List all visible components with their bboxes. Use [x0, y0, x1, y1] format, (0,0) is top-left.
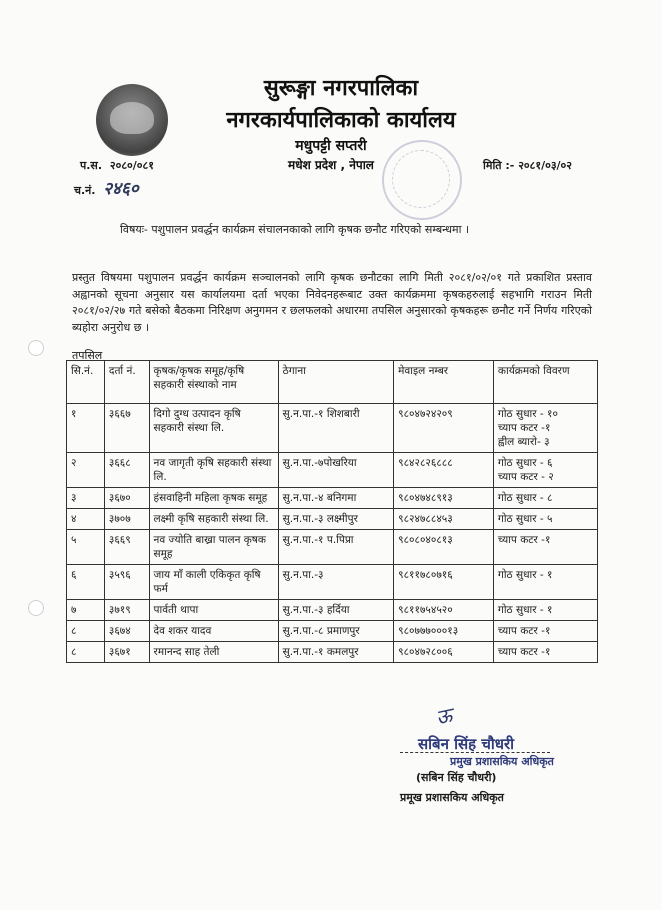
signature-stamp-name: सबिन सिंह चौधरी: [418, 735, 515, 753]
program-item: च्याप कटर -१: [497, 534, 551, 546]
letter-date: [483, 158, 572, 173]
table-header-row: [67, 361, 598, 404]
municipality-name: सुरूङ्गा नगरपालिका: [263, 76, 419, 101]
cell-sn: २: [67, 453, 105, 488]
cell-name: लक्ष्मी कृषि सहकारी संस्था लि.: [149, 509, 278, 530]
cell-address: सु.न.पा.-८ प्रमाणपुर: [278, 621, 393, 642]
cell-mobile: ९८४२८२६८८८: [394, 453, 494, 488]
cell-address: सु.न.पा.-३ लक्ष्मीपुर: [278, 509, 393, 530]
cell-program: [493, 488, 597, 509]
punch-hole: [28, 600, 44, 616]
cell-sn: ८: [67, 621, 105, 642]
program-item: गोठ सुधार - ६: [497, 457, 553, 469]
program-item: गोठ सुधार - ८: [497, 492, 553, 504]
table-row: [67, 509, 598, 530]
signatory-name: (सबिन सिंह चौधरी): [416, 771, 497, 784]
program-item: च्याप कटर -१: [497, 422, 551, 434]
cell-address: सु.न.पा.-३ हर्दिया: [278, 600, 393, 621]
table-row: [67, 404, 598, 453]
cell-program: [493, 642, 597, 663]
cell-sn: ५: [67, 530, 105, 565]
cell-name: जाय माँ काली एकिकृत कृषि फर्म: [149, 565, 278, 600]
reference-value: २०८०/०८१: [109, 159, 154, 172]
cell-mobile: ९८०८०४०८१३: [394, 530, 494, 565]
table-row: [67, 453, 598, 488]
cell-sn: ७: [67, 600, 105, 621]
cell-program: [493, 600, 597, 621]
cell-mobile: ९८०४७२८००६: [394, 642, 494, 663]
office-name: नगरकार्यपालिकाको कार्यालय: [226, 108, 456, 133]
dispatch-label: च.नं.: [74, 184, 96, 197]
reference-label: प.स.: [80, 159, 103, 172]
table-row: [67, 488, 598, 509]
program-item: च्याप कटर -१: [497, 646, 551, 658]
cell-reg: ३७०७: [104, 509, 149, 530]
program-item: गोठ सुधार - १: [497, 604, 553, 616]
office-province: मधेश प्रदेश , नेपाल: [288, 158, 374, 172]
cell-name: नव जागृती कृषि सहकारी संस्था लि.: [149, 453, 278, 488]
office-location: मधुपट्टी सप्तरी: [295, 138, 367, 154]
header-name: कृषक/कृषक समूह/कृषि सहकारी संस्थाको नाम: [149, 361, 278, 404]
cell-program: [493, 453, 597, 488]
cell-program: [493, 621, 597, 642]
cell-reg: ३६६९: [104, 530, 149, 565]
letter-body: प्रस्तुत विषयमा पशुपालन प्रवर्द्धन कार्यक्रम सञ्चालनको लागि कृषक छनौटका लागि मिती २०८१/०२/०१ गते प्रकाशित प्रस्ताव अह्वानको सूचना अनुसार यस कार्यालयमा दर्ता भएका निवेदनहरूबाट उक्त कार्यक्रममा कृषकहरुलाई सहभागि गराउन मिती २०८१/०२/२७ गते बसेको बैठकमा निरिक्षण अनुगमन र छलफलको अधारमा तपसिल अनुसारको कृषकहरू छनौट गर्ने निर्णय गरिएको ब्यहोरा अनुरोध छ ।: [72, 271, 592, 334]
table-row: [67, 565, 598, 600]
cell-address: सु.न.पा.-१ प.पिप्रा: [278, 530, 393, 565]
cell-address: सु.न.पा.-१ शिशबारी: [278, 404, 393, 453]
header-address: ठेगाना: [278, 361, 393, 404]
program-item: ह्वील ब्यारो- ३: [497, 436, 550, 448]
signatory-title: प्रमूख प्रशासकिय अधिकृत: [400, 791, 504, 804]
cell-mobile: ९८०७७७०००१३: [394, 621, 494, 642]
cell-name: हंसवाहिनी महिला कृषक समूह: [149, 488, 278, 509]
letter-subject: विषयः- पशुपालन प्रवर्द्धन कार्यक्रम संचालनकाको लागि कृषक छनौट गरिएको सम्बन्धमा ।: [120, 223, 470, 236]
cell-sn: ८: [67, 642, 105, 663]
cell-sn: ६: [67, 565, 105, 600]
dispatch-number: [74, 176, 139, 199]
table-row: [67, 530, 598, 565]
program-item: गोठ सुधार - १: [497, 569, 553, 581]
cell-reg: ३५९६: [104, 565, 149, 600]
cell-mobile: ९८०४७४८९१३: [394, 488, 494, 509]
cell-sn: ३: [67, 488, 105, 509]
cell-reg: ३६६८: [104, 453, 149, 488]
punch-hole: [28, 340, 44, 356]
signature-scribble: ऊ: [433, 702, 455, 730]
cell-name: रमानन्द साह तेली: [149, 642, 278, 663]
program-item: गोठ सुधार - १०: [497, 408, 558, 420]
date-label: मिति :-: [483, 159, 515, 172]
cell-reg: ३७१९: [104, 600, 149, 621]
cell-sn: ४: [67, 509, 105, 530]
program-item: च्याप कटर - २: [497, 471, 554, 483]
program-item: गोठ सुधार - ५: [497, 513, 553, 525]
cell-name: नव ज्योति बाख्रा पालन कृषक समूह: [149, 530, 278, 565]
cell-reg: ३६७०: [104, 488, 149, 509]
cell-address: सु.न.पा.-७पोखरिया: [278, 453, 393, 488]
office-stamp-icon: [382, 140, 462, 220]
program-item: च्याप कटर -१: [497, 625, 551, 637]
cell-mobile: ९८०४७२४२०९: [394, 404, 494, 453]
header-sn: सि.नं.: [67, 361, 105, 404]
cell-sn: १: [67, 404, 105, 453]
table-row: [67, 642, 598, 663]
cell-name: पार्वती थापा: [149, 600, 278, 621]
cell-name: दिगो दुग्ध उत्पादन कृषि सहकारी संस्था लि.: [149, 404, 278, 453]
cell-reg: ३६६७: [104, 404, 149, 453]
cell-name: देव शकर यादव: [149, 621, 278, 642]
date-value: २०८१/०३/०२: [518, 159, 572, 172]
header-program: कार्यक्रमको विवरण: [493, 361, 597, 404]
table-caption: तपसिल: [72, 349, 103, 362]
cell-mobile: ९८२४७८८४५३: [394, 509, 494, 530]
header-reg: दर्ता नं.: [104, 361, 149, 404]
dispatch-value: २४६०: [103, 179, 139, 199]
cell-address: सु.न.पा.-१ कमलपुर: [278, 642, 393, 663]
cell-reg: ३६७४: [104, 621, 149, 642]
cell-program: [493, 565, 597, 600]
farmer-selection-table: [66, 360, 598, 663]
header-mobile: मेवाइल नम्बर: [394, 361, 494, 404]
cell-address: सु.न.पा.-४ बनिगमा: [278, 488, 393, 509]
cell-program: [493, 530, 597, 565]
cell-reg: ३६७१: [104, 642, 149, 663]
table-row: [67, 621, 598, 642]
cell-mobile: ९८११७८०७१६: [394, 565, 494, 600]
cell-program: [493, 404, 597, 453]
cell-address: सु.न.पा.-३: [278, 565, 393, 600]
table-row: [67, 600, 598, 621]
reference-number: [80, 158, 154, 173]
signature-stamp-title: प्रमुख प्रशासकिय अधिकृत: [450, 755, 554, 768]
cell-program: [493, 509, 597, 530]
cell-mobile: ९८११७५४५२०: [394, 600, 494, 621]
